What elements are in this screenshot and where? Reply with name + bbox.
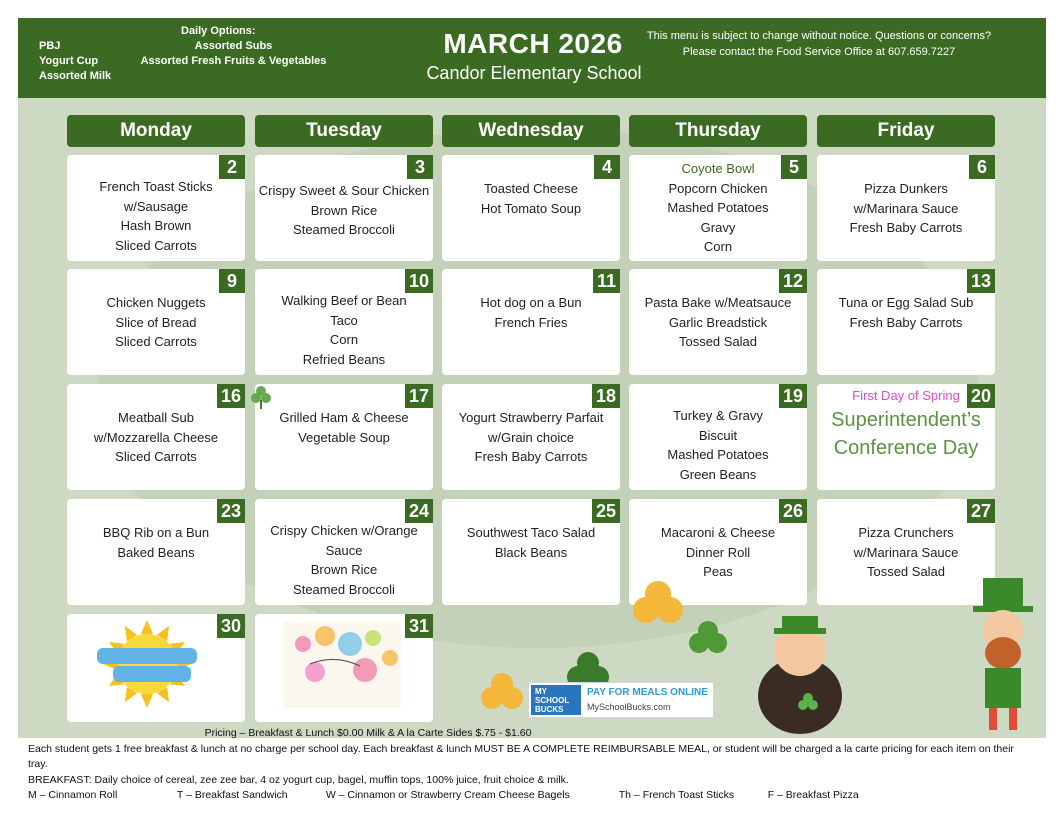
date-number: 10: [405, 269, 433, 293]
menu-item: Pasta Bake w/Meatsauce: [644, 295, 792, 310]
menu-item: Brown Rice: [310, 562, 378, 577]
menu-item: Crispy Chicken w/Orange: [270, 523, 418, 538]
menu-item: Mashed Potatoes: [667, 447, 769, 462]
pay-online-banner[interactable]: [528, 682, 714, 718]
breakfast-day: Th – French Toast Sticks: [618, 789, 735, 801]
menu-item: Southwest Taco Salad: [466, 525, 596, 540]
conference-day-label: Superintendent’s: [831, 408, 981, 431]
breakfast-day: T – Breakfast Sandwich: [176, 789, 288, 801]
menu-item: w/Marinara Sauce: [853, 200, 959, 216]
menu-item: Vegetable Soup: [298, 429, 390, 445]
option-item: Assorted Milk: [39, 70, 112, 82]
day-header-tuesday: Tuesday: [255, 115, 433, 147]
date-number: 16: [217, 384, 245, 408]
footer: [28, 726, 1028, 804]
menu-item: Gravy: [700, 219, 736, 235]
date-number: 25: [592, 499, 620, 523]
breakfast-day: M – Cinnamon Roll: [28, 789, 118, 801]
menu-item: Walking Beef or Bean: [281, 293, 407, 308]
menu-item: French Fries: [494, 314, 568, 330]
menu-item: Chicken Nuggets: [106, 295, 206, 310]
school-name: Candor Elementary School: [426, 63, 642, 83]
menu-item: Fresh Baby Carrots: [474, 449, 588, 464]
breakfast-day: W – Cinnamon or Strawberry Cream Cheese Bagels: [325, 789, 570, 801]
date-number: 31: [405, 614, 433, 638]
menu-item: Steamed Broccoli: [293, 222, 395, 237]
menu-item: w/Grain choice: [488, 429, 574, 445]
option-item: Assorted Fresh Fruits & Vegetables: [140, 55, 327, 67]
daily-options-title: Daily Options:: [181, 25, 256, 37]
date-number: 4: [594, 155, 620, 179]
menu-item: Turkey & Gravy: [673, 408, 763, 423]
breakfast-text: BREAKFAST: Daily choice of cereal, zee zee bar, 4 oz yogurt cup, bagel, muffin tops, 100% juice, fruit choice & milk.: [28, 773, 569, 786]
first-day-of-spring-label: First Day of Spring: [852, 388, 960, 403]
menu-item: Pizza Crunchers: [858, 525, 954, 540]
menu-item: Sauce: [325, 542, 363, 558]
menu-item: Steamed Broccoli: [293, 581, 395, 597]
menu-item: BBQ Rib on a Bun: [102, 525, 210, 540]
date-number: 2: [219, 155, 245, 179]
menu-item: Toasted Cheese: [484, 181, 578, 196]
date-number: 23: [217, 499, 245, 523]
menu-item: Garlic Breadstick: [668, 314, 768, 330]
banner-url[interactable]: MySchoolBucks.com: [587, 702, 671, 712]
month-title: MARCH 2026: [443, 28, 623, 59]
menu-item: Popcorn Chicken: [668, 180, 768, 196]
menu-item: Tossed Salad: [678, 334, 758, 349]
date-number: 20: [967, 384, 995, 408]
conference-day-label: Conference Day: [833, 436, 979, 459]
menu-item: Peas: [703, 564, 733, 579]
option-item: Assorted Subs: [194, 40, 273, 52]
date-number: 6: [969, 155, 995, 179]
menu-item: Baked Beans: [117, 544, 195, 560]
breakfast-days: [28, 788, 1028, 804]
menu-item: Macaroni & Cheese: [660, 525, 776, 540]
day-header-friday: Friday: [817, 115, 995, 147]
menu-item: w/Mozzarella Cheese: [93, 429, 219, 445]
menu-item: Hash Brown: [120, 218, 192, 233]
menu-item: Tuna or Egg Salad Sub: [838, 295, 974, 310]
date-number: 3: [407, 155, 433, 179]
pot-of-gold-leprechaun-icon: [758, 616, 842, 734]
notice-text: This menu is subject to change without notice. Questions or concerns? Please contact the Food Service Office at 607.659.7227: [646, 30, 992, 58]
day-header-wednesday: Wednesday: [442, 115, 620, 147]
menu-item: Biscuit: [698, 427, 738, 443]
date-number: 24: [405, 499, 433, 523]
date-number: 19: [779, 384, 807, 408]
date-number: 5: [781, 155, 807, 179]
option-item: PBJ: [39, 40, 61, 52]
date-number: 26: [779, 499, 807, 523]
menu-item: Hot Tomato Soup: [480, 200, 582, 216]
menu-item: Refried Beans: [302, 351, 386, 367]
menu-item: Sliced Carrots: [115, 334, 197, 349]
menu-item: Corn: [329, 332, 359, 347]
menu-item: Hot dog on a Bun: [480, 295, 582, 310]
leprechaun-icon: [973, 578, 1033, 730]
date-number: 12: [779, 269, 807, 293]
menu-item: Fresh Baby Carrots: [849, 220, 963, 235]
banner-text: PAY FOR MEALS ONLINE: [587, 687, 708, 698]
menu-item: Dinner Roll: [685, 544, 751, 560]
menu-item: Yogurt Strawberry Parfait: [458, 410, 604, 425]
menu-item: Grilled Ham & Cheese: [279, 410, 409, 425]
menu-item: Pizza Dunkers: [864, 181, 948, 196]
menu-item: w/Sausage: [123, 198, 189, 214]
date-number: 30: [217, 614, 245, 638]
date-number: 18: [592, 384, 620, 408]
menu-item: w/Marinara Sauce: [853, 544, 959, 560]
policy-text: Each student gets 1 free breakfast & lunch at no charge per school day. Each breakfast & lunch MUST BE A COMPLETE REIMBURSABLE MEAL, or student will be charged a la carte pricing for each item on their tray.: [28, 742, 1014, 770]
menu-item: Slice of Bread: [115, 314, 197, 330]
date-number: 17: [405, 384, 433, 408]
menu-item: French Toast Sticks: [99, 179, 213, 194]
menu-item: Meatball Sub: [118, 410, 194, 425]
menu-item: Tossed Salad: [866, 564, 946, 579]
menu-item: Corn: [703, 239, 733, 254]
menu-item: Sliced Carrots: [115, 449, 197, 464]
menu-item: Crispy Sweet & Sour Chicken: [258, 183, 430, 198]
clover-leaf-icon: [633, 581, 683, 623]
menu-item: Fresh Baby Carrots: [849, 314, 963, 330]
breakfast-day: F – Breakfast Pizza: [767, 789, 859, 801]
day-header-monday: Monday: [67, 115, 245, 147]
date-number: 27: [967, 499, 995, 523]
pricing-line: Pricing – Breakfast & Lunch $0.00 Milk & A la Carte Sides $.75 - $1.60: [204, 727, 532, 739]
date-number: 11: [593, 269, 620, 293]
special-label: Coyote Bowl: [681, 161, 755, 176]
date-number: 13: [967, 269, 995, 293]
menu-page: [18, 18, 1046, 798]
decorations: [18, 18, 1046, 798]
menu-item: Black Beans: [494, 544, 568, 560]
menu-item: Sliced Carrots: [115, 237, 197, 253]
menu-item: Brown Rice: [310, 202, 378, 218]
clover-leaf-icon: [689, 621, 727, 653]
shamrock-icon: [251, 386, 271, 409]
option-item: Yogurt Cup: [39, 55, 99, 67]
day-header-thursday: Thursday: [629, 115, 807, 147]
menu-item: Mashed Potatoes: [667, 200, 769, 215]
myschoolbucks-logo: MY SCHOOL BUCKS: [531, 685, 581, 715]
menu-item: Green Beans: [679, 466, 757, 482]
menu-item: Taco: [330, 312, 358, 328]
date-number: 9: [219, 269, 245, 293]
clover-leaf-icon: [481, 673, 523, 709]
